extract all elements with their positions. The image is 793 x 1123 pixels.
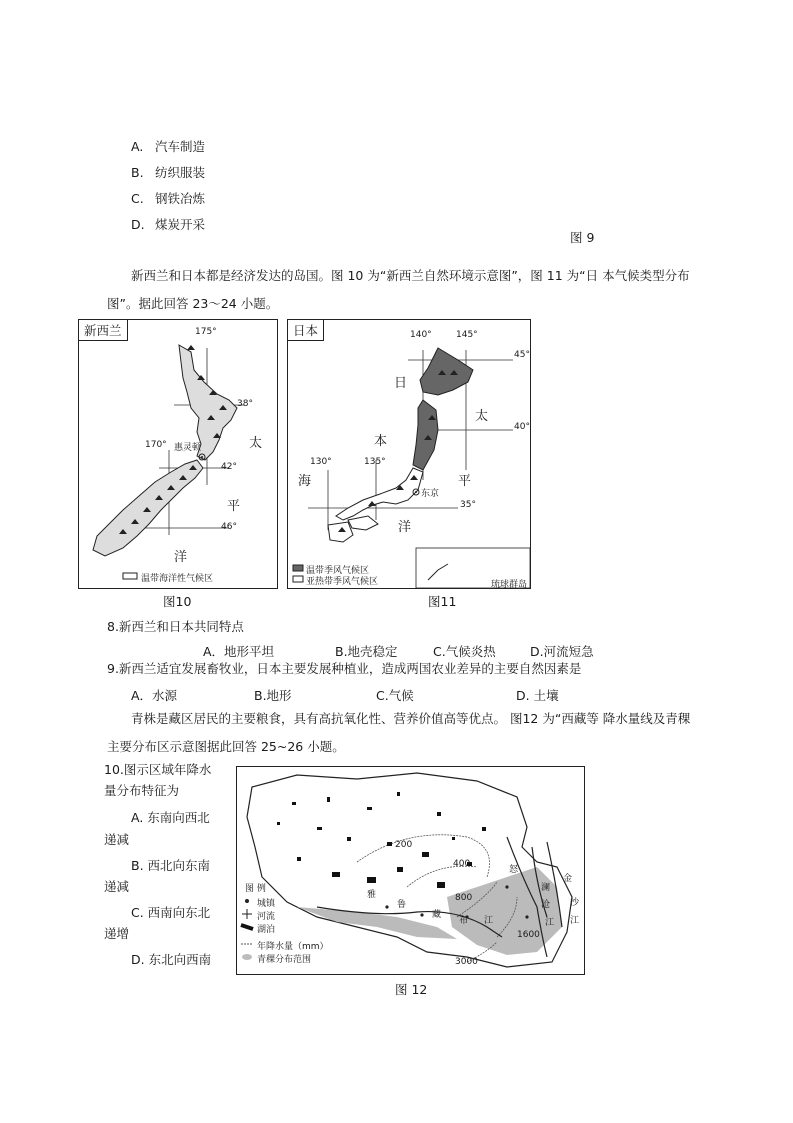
option-7a: A. 汽车制造: [131, 139, 206, 154]
nz-legend: 温带海洋性气候区: [141, 574, 214, 584]
jp-lat-35: 35°: [460, 500, 476, 510]
q10-option-c-cont: 递增: [104, 926, 130, 941]
river-bu: 布: [459, 916, 469, 926]
q9-option-d: D. 土壤: [516, 688, 559, 703]
jp-lat-40: 40°: [514, 422, 530, 432]
nz-lat-46: 46°: [221, 522, 237, 532]
river-lan: 澜: [541, 883, 551, 893]
jp-sea: 海: [298, 474, 312, 489]
jp-lon-145: 145°: [456, 330, 478, 340]
river-cang: 沧: [541, 900, 551, 910]
jp-city-tokyo: 东京: [421, 489, 440, 499]
river-ya: 雅: [367, 890, 377, 900]
q10-stem-line2: 量分布特征为: [104, 783, 180, 798]
river-lu: 鲁: [397, 900, 407, 910]
option-7c: C. 钢铁冶炼: [131, 191, 206, 206]
jp-ocean-1: 太: [475, 409, 489, 424]
river-jiang: 江: [484, 916, 494, 926]
q10-option-a-cont: 递减: [104, 832, 130, 847]
nz-city-wellington: 惠灵顿: [174, 443, 202, 453]
jp-country-1: 日: [394, 376, 408, 391]
q10-option-b: B. 西北向东南: [131, 858, 211, 873]
tibet-legend-barley: 青稞分布范围: [257, 955, 312, 965]
jp-map-title: 日本: [288, 320, 324, 341]
river-sha: 沙: [570, 898, 580, 908]
q9-option-b: B.地形: [254, 688, 292, 703]
fig10-caption: 图10: [163, 594, 192, 609]
nz-lon-175: 175°: [195, 327, 217, 337]
river-zang: 藏: [432, 910, 442, 920]
river-jiang-3: 江: [570, 916, 580, 926]
iso-200: 200: [395, 840, 413, 850]
river-nu: 怒: [509, 865, 519, 875]
tibet-legend-lake: 湖泊: [257, 925, 276, 935]
jp-ocean-3: 洋: [398, 520, 412, 535]
q8-option-c: C.气候炎热: [433, 644, 496, 659]
river-jin: 金: [563, 874, 573, 884]
jp-lon-140: 140°: [410, 330, 432, 340]
tibet-legend-precip: 年降水量（mm）: [257, 942, 329, 952]
jp-map-graphic: [288, 320, 530, 588]
nz-lat-42: 42°: [221, 462, 237, 472]
fig9-caption: 图 9: [570, 230, 595, 245]
fig11-caption: 图11: [428, 594, 457, 609]
option-7d: D. 煤炭开采: [131, 217, 206, 232]
option-7b: B. 纺织服装: [131, 165, 206, 180]
q8-option-d: D.河流短急: [530, 644, 594, 659]
tibet-legend-title: 图 例: [245, 884, 266, 894]
iso-400: 400: [453, 859, 471, 869]
jp-map: [287, 319, 531, 589]
q8-option-a: A．地形平坦: [203, 644, 275, 659]
q10-stem-line1: 10.图示区域年降水: [104, 762, 212, 777]
q10-option-d: D. 东北向西南: [131, 952, 212, 967]
tibet-legend-town: 城镇: [257, 899, 276, 909]
nz-lat-38: 38°: [237, 399, 253, 409]
nz-ocean-3: 洋: [174, 550, 188, 565]
nz-ocean-1: 太: [249, 436, 263, 451]
iso-3000: 3000: [455, 957, 478, 967]
nz-lon-170: 170°: [145, 440, 167, 450]
jp-lon-135: 135°: [364, 457, 386, 467]
jp-lon-130: 130°: [310, 457, 332, 467]
q9-stem: 9.新西兰适宜发展畜牧业，日本主要发展种植业，造成两国农业差异的主要自然因素是: [107, 661, 582, 676]
nz-ocean-2: 平: [227, 499, 241, 514]
q10-option-c: C. 西南向东北: [131, 905, 211, 920]
q9-option-c: C.气候: [376, 688, 414, 703]
q10-option-b-cont: 递减: [104, 879, 130, 894]
jp-legend-2: 亚热带季风气候区: [306, 577, 379, 587]
tibet-map: [236, 766, 585, 975]
q9-option-a: A．水源: [131, 688, 178, 703]
tibet-legend-river: 河流: [257, 912, 276, 922]
q8-option-b: B.地壳稳定: [335, 644, 398, 659]
jp-legend-1: 温带季风气候区: [306, 566, 370, 576]
river-jiang-2: 江: [545, 918, 555, 928]
q8-stem: 8.新西兰和日本共同特点: [107, 619, 244, 634]
jp-lat-45: 45°: [514, 350, 530, 360]
iso-1600: 1600: [517, 930, 540, 940]
nz-map: [78, 319, 278, 589]
jp-country-2: 本: [374, 434, 388, 449]
iso-800: 800: [455, 893, 473, 903]
intro-25-26: 青株是藏区居民的主要粮食，具有高抗氧化性、营养价值高等优点。 图12 为“西藏等 降水量线及青稞主要分布区示意图据此回答 25~26 小题。: [107, 711, 691, 754]
intro-23-24: 新西兰和日本都是经济发达的岛国。图 10 为“新西兰自然环境示意图”，图 11 为“日 本气候类型分布图”。据此回答 23～24 小题。: [107, 268, 690, 311]
fig12-caption: 图 12: [395, 982, 428, 997]
jp-ocean-2: 平: [458, 474, 472, 489]
nz-map-title: 新西兰: [79, 320, 128, 341]
jp-inset-label: 琉球群岛: [491, 580, 528, 589]
q10-option-a: A. 东南向西北: [131, 810, 210, 825]
